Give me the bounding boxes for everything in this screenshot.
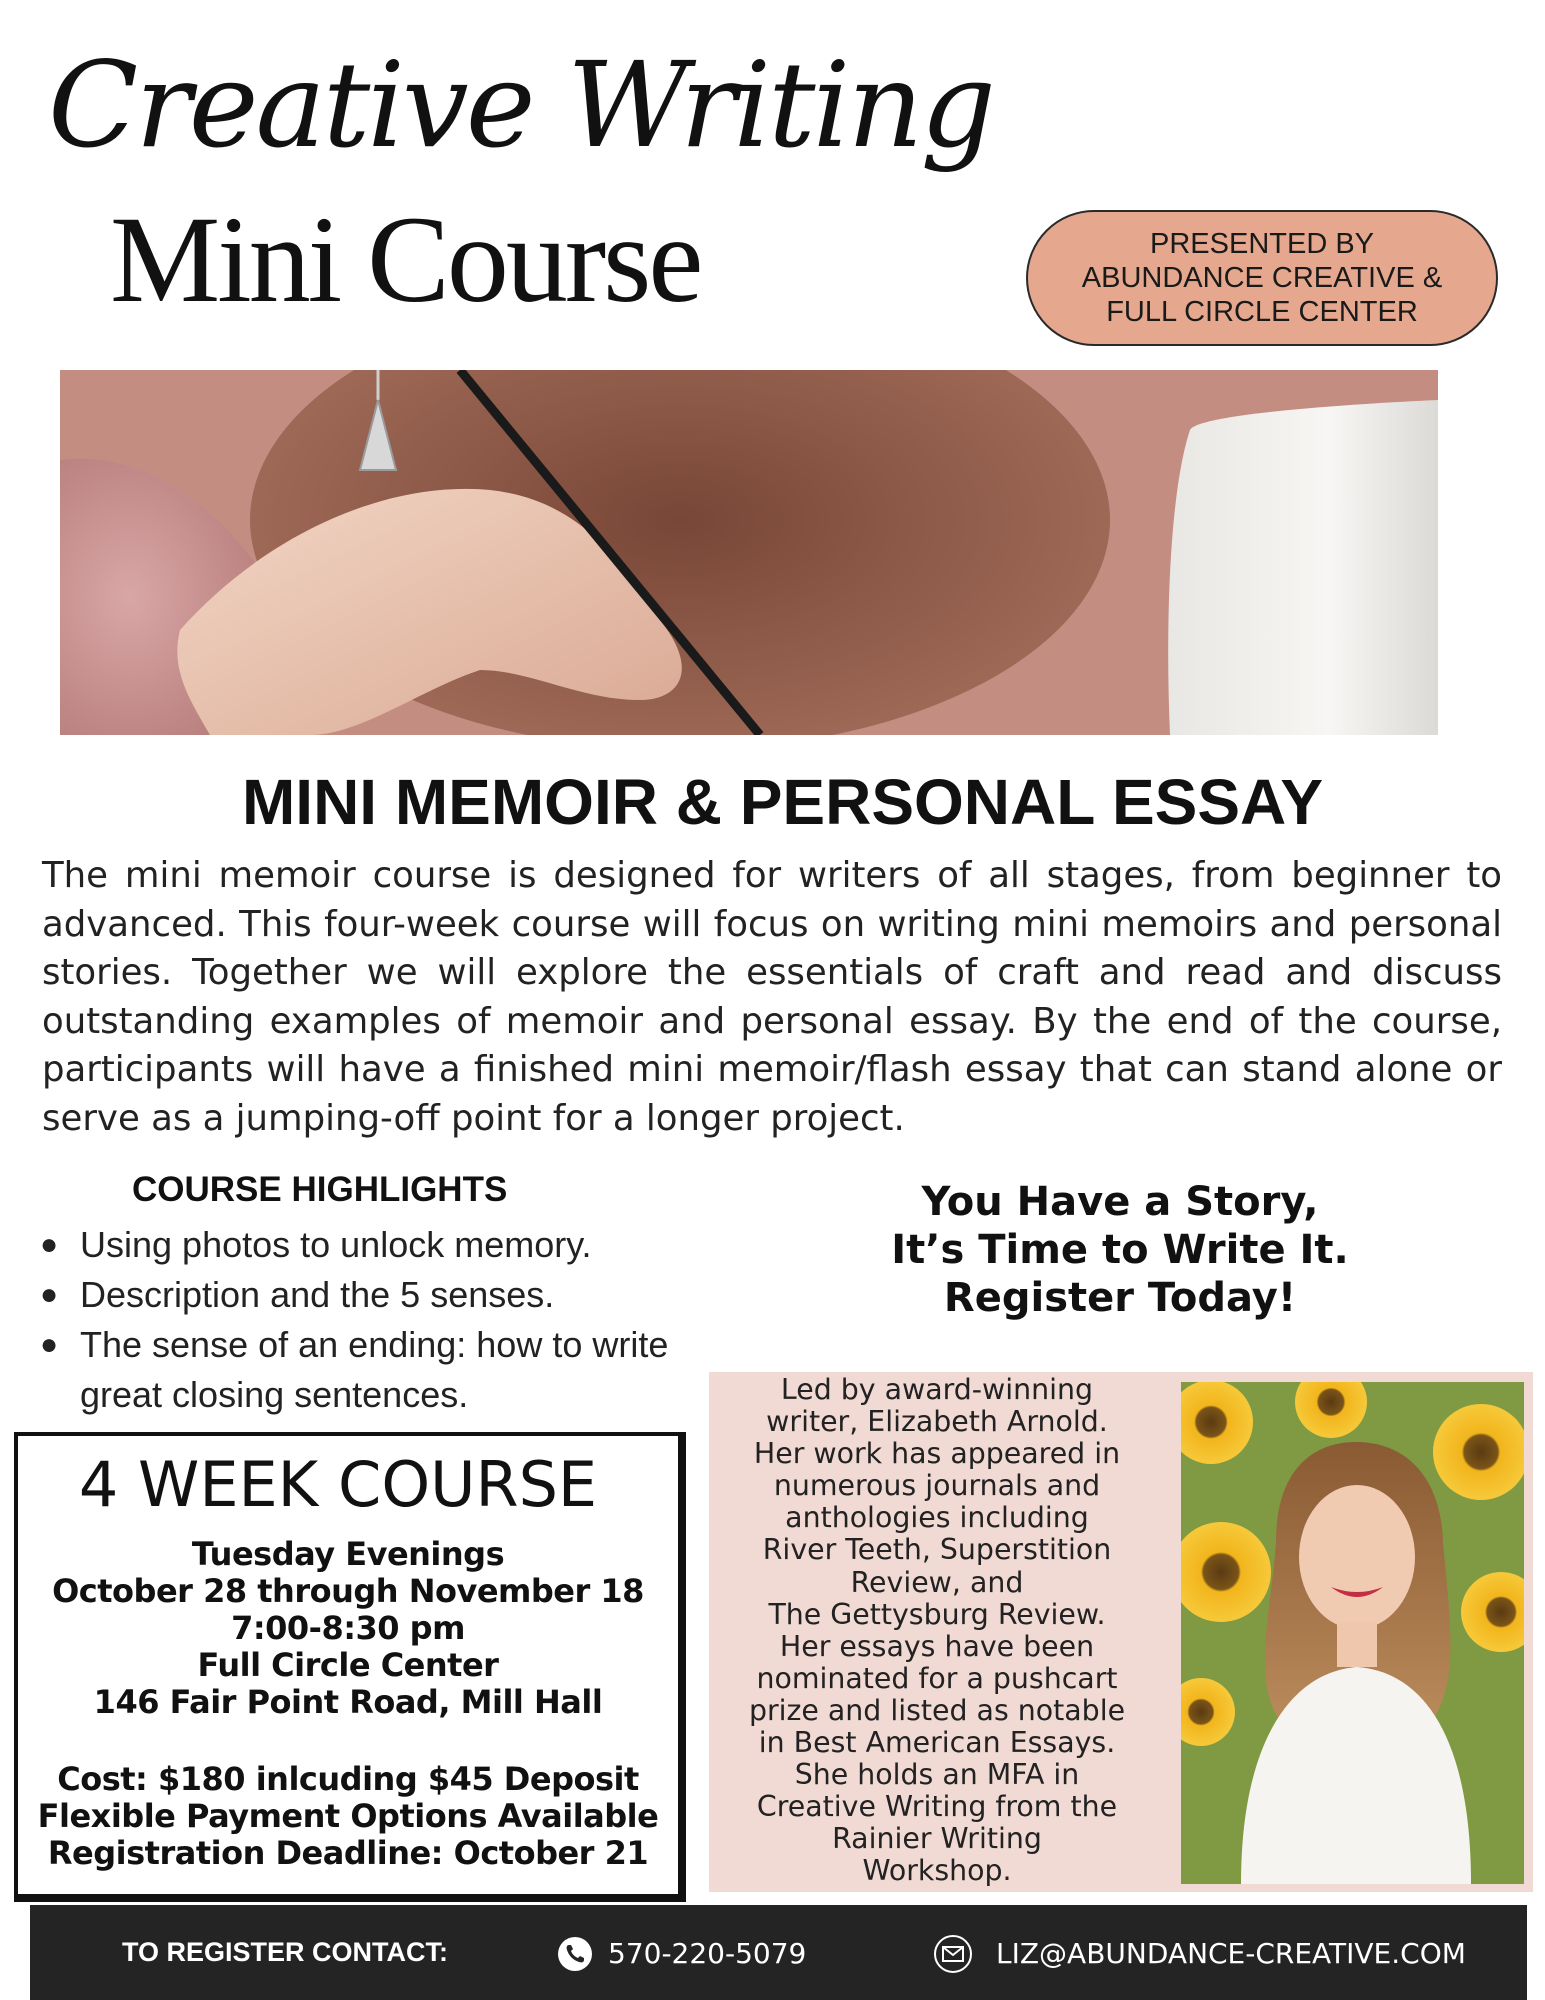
- title-line-1: Creative Writing: [48, 36, 993, 174]
- tagline-line: You Have a Story,: [921, 1179, 1319, 1225]
- register-contact-label: TO REGISTER CONTACT:: [122, 1937, 449, 1967]
- presented-by-line: FULL CIRCLE CENTER: [1106, 296, 1418, 328]
- schedule-line: Tuesday Evenings: [191, 1535, 505, 1573]
- bio-line: prize and listed as notable: [748, 1693, 1126, 1727]
- phone-glyph: [558, 1937, 592, 1971]
- cost-line: Cost: $180 inlcuding $45 Deposit: [57, 1760, 639, 1798]
- instructor-bio: [717, 1374, 1157, 1888]
- schedule-line: October 28 through November 18: [52, 1572, 644, 1610]
- highlight-text: The sense of an ending: how to write great closing sentences.: [80, 1324, 669, 1415]
- bio-line: She holds an MFA in: [794, 1758, 1080, 1792]
- title-line-2: Mini Course: [110, 191, 701, 328]
- mail-glyph: [936, 1937, 970, 1971]
- bio-line: Creative Writing from the: [756, 1790, 1118, 1824]
- bullet-icon: ●: [40, 1278, 59, 1311]
- phone-link[interactable]: 570-220-5079: [608, 1937, 807, 1970]
- email-link[interactable]: LIZ@ABUNDANCE-CREATIVE.COM: [996, 1937, 1466, 1970]
- highlights-list: [38, 1220, 678, 1420]
- presented-by-line: ABUNDANCE CREATIVE &: [1081, 262, 1443, 294]
- bullet-icon: ●: [40, 1228, 59, 1261]
- bio-line: Review, and: [850, 1565, 1024, 1599]
- course-title: 4 WEEK COURSE: [78, 1448, 598, 1521]
- highlight-text: Using photos to unlock memory.: [80, 1224, 592, 1265]
- instructor-bio-panel: [709, 1372, 1533, 1892]
- bio-line: Led by award-winning: [780, 1373, 1094, 1406]
- list-item: [38, 1220, 678, 1270]
- bio-line: nominated for a pushcart: [756, 1661, 1118, 1695]
- bio-line: River Teeth, Superstition: [762, 1533, 1112, 1567]
- highlight-text: Description and the 5 senses.: [80, 1274, 555, 1315]
- hero-photo: [60, 370, 1438, 735]
- portrait-illustration: [1181, 1382, 1524, 1884]
- hand-writing-illustration: [60, 370, 1438, 735]
- course-description: The mini memoir course is designed for writers of all stages, from beginner to advanced. This four-week course will focus on writing mini memoirs and personal stories. Together we will explore the essentials of craft and read and discuss outstanding examples of memoir and personal essay. By the end of the course, participants will have a finished mini memoir/flash essay that can stand alone or serve as a jumping-off point for a longer project.: [42, 855, 1502, 1139]
- bullet-icon: ●: [40, 1328, 59, 1361]
- schedule-line: 7:00-8:30 pm: [231, 1609, 465, 1647]
- presented-by-line: PRESENTED BY: [1150, 228, 1374, 260]
- bio-line: numerous journals and: [773, 1469, 1101, 1503]
- footer-contact-bar: [30, 1905, 1527, 2000]
- bio-line: Workshop.: [862, 1854, 1012, 1888]
- course-cost: [18, 1761, 678, 1872]
- schedule-line: 146 Fair Point Road, Mill Hall: [93, 1683, 603, 1721]
- instructor-photo: [1181, 1382, 1524, 1884]
- presented-by-badge: [1026, 210, 1498, 346]
- schedule-line: Full Circle Center: [197, 1646, 499, 1684]
- section-heading: MINI MEMOIR & PERSONAL ESSAY: [241, 766, 1324, 838]
- list-item: [38, 1320, 678, 1420]
- tagline: [835, 1178, 1405, 1322]
- bio-line: Rainier Writing: [832, 1822, 1042, 1856]
- highlights-heading: COURSE HIGHLIGHTS: [132, 1170, 508, 1209]
- tagline-line: It’s Time to Write It.: [891, 1227, 1349, 1273]
- bio-line: writer, Elizabeth Arnold.: [766, 1405, 1108, 1439]
- bio-line: Her essays have been: [779, 1629, 1095, 1663]
- tagline-line: Register Today!: [943, 1275, 1297, 1321]
- cost-line: Registration Deadline: October 21: [47, 1834, 649, 1872]
- phone-icon: [558, 1937, 592, 1971]
- list-item: [38, 1270, 678, 1320]
- course-schedule: [18, 1536, 678, 1721]
- bio-line: anthologies including: [785, 1501, 1089, 1535]
- bio-line: The Gettysburg Review.: [768, 1597, 1106, 1631]
- course-info-box: [14, 1432, 686, 1902]
- mail-icon: [934, 1935, 972, 1973]
- bio-line: in Best American Essays.: [758, 1726, 1116, 1760]
- bio-line: Her work has appeared in: [753, 1437, 1121, 1471]
- cost-line: Flexible Payment Options Available: [37, 1797, 659, 1835]
